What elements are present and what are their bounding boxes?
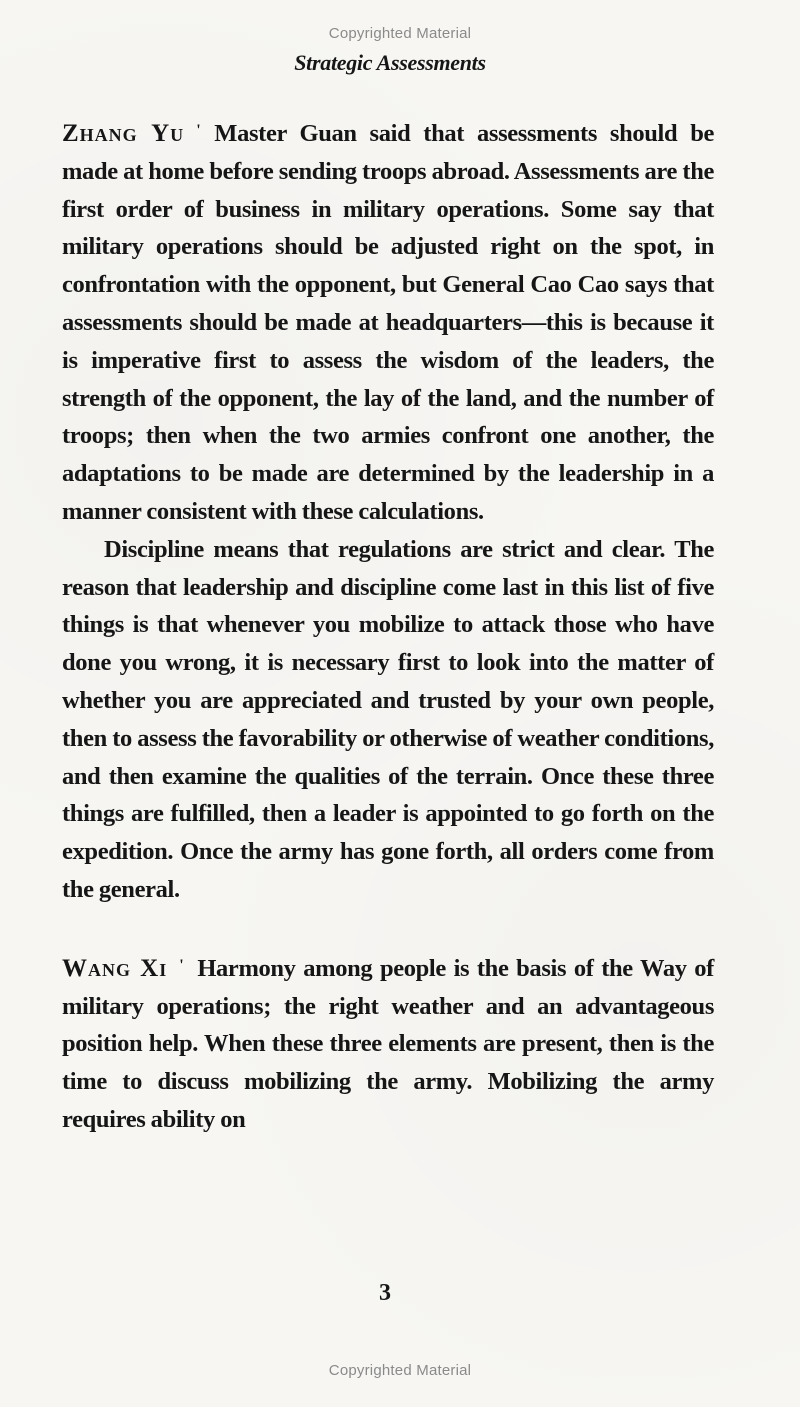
speaker-name: Zhang Yu	[62, 120, 185, 147]
separator-mark: '	[196, 122, 201, 139]
commentary-wang-xi-para-1	[62, 947, 714, 1139]
separator-mark: '	[179, 956, 184, 974]
paragraph-text: Harmony among people is the basis of the Way of military operations; the right weather and an advantageous position help. When these three elements are present, then is the time to discuss mobilizing the army. Mobilizing the army requires ability on	[62, 954, 714, 1133]
copyright-watermark-bottom: Copyrighted Material	[328, 1362, 472, 1379]
speaker-name: Wang Xi	[62, 954, 168, 982]
paragraph-text: Discipline means that regulations are strict and clear. The reason that leadership and discipline come last in this list of five things is that whenever you mobilize to attack those who have done you wrong, it is necessary first to look into the matter of whether you are appreciated and trusted by your own people, then to assess the favorability or otherwise of weather conditions, and then examine the qualities of the terrain. Once these three things are fulfilled, then a leader is appointed to go forth on the expedition. Once the army has gone forth, all orders come from the general.	[62, 535, 714, 903]
copyright-watermark-top: Copyrighted Material	[328, 25, 472, 42]
page-number: 3	[379, 1280, 391, 1306]
commentary-zhang-yu-para-2	[62, 531, 714, 909]
paragraph-text: Master Guan said that assessments should be made at home before sending troops abroad. Assessments are the first order of business in military operations. Some say that military operations should be adjusted right on the spot, in confrontation with the opponent, but General Cao Cao says that assessments should be made at headquarters—this is because it is imperative first to assess the wisdom of the leaders, the strength of the opponent, the lay of the land, and the number of troops; then when the two armies confront one another, the adaptations to be made are determined by the leadership in a manner consistent with these calculations.	[62, 120, 714, 525]
commentary-zhang-yu-para-1	[62, 112, 714, 531]
body-text	[62, 112, 714, 1139]
running-head: Strategic Assessments	[294, 50, 486, 75]
